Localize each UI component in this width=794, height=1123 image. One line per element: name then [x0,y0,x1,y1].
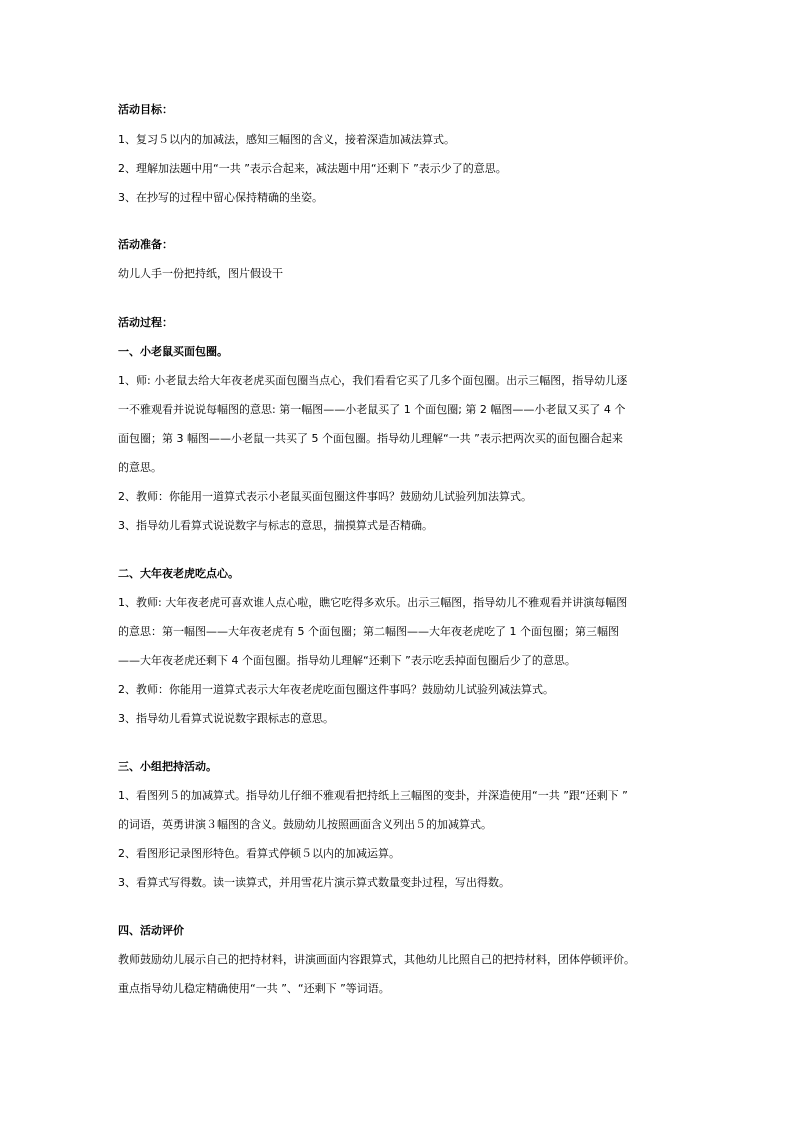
goals-item-3: 3、在抄写的过程中留心保持精确的坐姿。 [118,191,323,204]
section-3-line-4: 3、看算式写得数。读一读算式，并用雪花片演示算式数量变卦过程，写出得数。 [118,876,510,889]
evaluation-line-2: 重点指导幼儿稳定精确使用“一共 ”、“还剩下 ”等词语。 [118,982,390,995]
section-1-line-5: 2、教师：你能用一道算式表示小老鼠买面包圈这件事吗？鼓励幼儿试验列加法算式。 [118,490,532,503]
section-1-line-4: 的意思。 [118,461,162,474]
evaluation-heading: 四、活动评价 [118,924,184,937]
prep-text: 幼儿人手一份把持纸，图片假设干 [118,267,283,280]
section-1-line-6: 3、指导幼儿看算式说说数字与标志的意思，揣摸算式是否精确。 [118,519,433,532]
section-2-line-2: 的意思：第一幅图——大年夜老虎有 5 个面包圈；第二幅图——大年夜老虎吃了 1 个面包圈；第三幅图 [118,625,619,638]
section-3-line-1: 1、看图列５的加减算式。指导幼儿仔细不雅观看把持纸上三幅图的变卦，并深造使用“一共 ”跟“还剩下 ” [118,789,628,802]
section-3-line-2: 的词语，英勇讲演３幅图的含义。鼓励幼儿按照画面含义列出５的加减算式。 [118,818,492,831]
section-2-line-5: 3、指导幼儿看算式说说数字跟标志的意思。 [118,712,334,725]
goals-item-1: 1、复习５以内的加减法，感知三幅图的含义，接着深造加减法算式。 [118,133,455,146]
evaluation-line-1: 教师鼓励幼儿展示自己的把持材料，讲演画面内容跟算式，其他幼儿比照自己的把持材料，团体停顿评价。 [118,953,635,966]
section-3-line-3: 2、看图形记录图形特色。看算式停顿５以内的加减运算。 [118,847,400,860]
section-2-line-3: ——大年夜老虎还剩下 4 个面包圈。指导幼儿理解“还剩下 ”表示吃丢掉面包圈后少了的意思。 [118,654,576,667]
section-2-line-1: 1、教师: 大年夜老虎可喜欢谁人点心啦，瞧它吃得多欢乐。出示三幅图，指导幼儿不雅观看并讲演每幅图 [118,596,628,609]
section-3-heading: 三、小组把持活动。 [118,760,217,773]
section-1-heading: 一、小老鼠买面包圈。 [118,345,228,358]
prep-heading: 活动准备： [118,238,173,251]
section-2-line-4: 2、教师：你能用一道算式表示大年夜老虎吃面包圈这件事吗？鼓励幼儿试验列减法算式。 [118,683,554,696]
goals-item-2: 2、理解加法题中用“一共 ”表示合起来，减法题中用“还剩下 ”表示少了的意思。 [118,162,507,175]
section-1-line-1: 1、师: 小老鼠去给大年夜老虎买面包圈当点心，我们看看它买了几多个面包圈。出示三幅图，指导幼儿逐 [118,374,628,387]
section-2-heading: 二、大年夜老虎吃点心。 [118,567,239,580]
section-1-line-2: 一不雅观看并说说每幅图的意思: 第一幅图——小老鼠买了 1 个面包圈; 第 2 幅图——小老鼠又买了 4 个 [118,403,626,416]
process-heading: 活动过程： [118,316,173,329]
section-1-line-3: 面包圈；第 3 幅图——小老鼠一共买了 5 个面包圈。指导幼儿理解“一共 ”表示把两次买的面包圈合起来 [118,432,623,445]
goals-heading: 活动目标： [118,103,173,116]
